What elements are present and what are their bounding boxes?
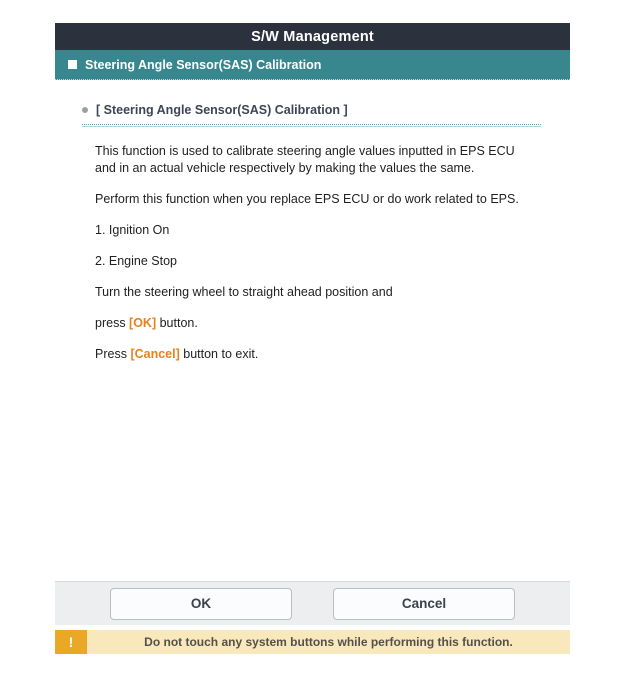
warning-exclamation-icon: ! <box>55 630 87 654</box>
section-heading <box>82 103 348 117</box>
warning-bar <box>55 630 570 654</box>
function-title-bar <box>55 50 570 80</box>
perform-note: Perform this function when you replace EPS ECU or do work related to EPS. <box>95 192 519 206</box>
cancel-button[interactable]: Cancel <box>333 588 515 620</box>
step-2: 2. Engine Stop <box>95 254 178 268</box>
press-cancel-suffix: button to exit. <box>179 347 259 361</box>
ok-key-highlight: [OK] <box>129 316 157 330</box>
square-bullet-icon <box>68 60 77 69</box>
button-bar <box>55 581 570 625</box>
press-ok-suffix: button. <box>156 316 198 330</box>
description-line-2: and in an actual vehicle respectively by making the values the same. <box>95 161 475 175</box>
press-cancel-prefix: Press <box>95 347 131 361</box>
page-title: S/W Management <box>251 28 374 45</box>
section-title: [ Steering Angle Sensor(SAS) Calibration ] <box>96 103 348 117</box>
instruction-text-block <box>95 143 565 377</box>
section-divider <box>82 124 541 127</box>
press-ok-line <box>95 315 565 332</box>
function-title: Steering Angle Sensor(SAS) Calibration <box>85 57 322 72</box>
press-ok-prefix: press <box>95 316 130 330</box>
step-1: 1. Ignition On <box>95 223 170 237</box>
press-cancel-line <box>95 346 565 363</box>
description-paragraph <box>95 143 565 177</box>
title-bar <box>55 23 570 50</box>
steering-instruction: Turn the steering wheel to straight ahead position and <box>95 285 393 299</box>
bullet-icon <box>82 107 88 113</box>
description-line-1: This function is used to calibrate steering angle values inputted in EPS ECU <box>95 144 515 158</box>
ok-button[interactable]: OK <box>110 588 292 620</box>
cancel-key-highlight: [Cancel] <box>130 347 180 361</box>
warning-text: Do not touch any system buttons while performing this function. <box>87 630 570 654</box>
